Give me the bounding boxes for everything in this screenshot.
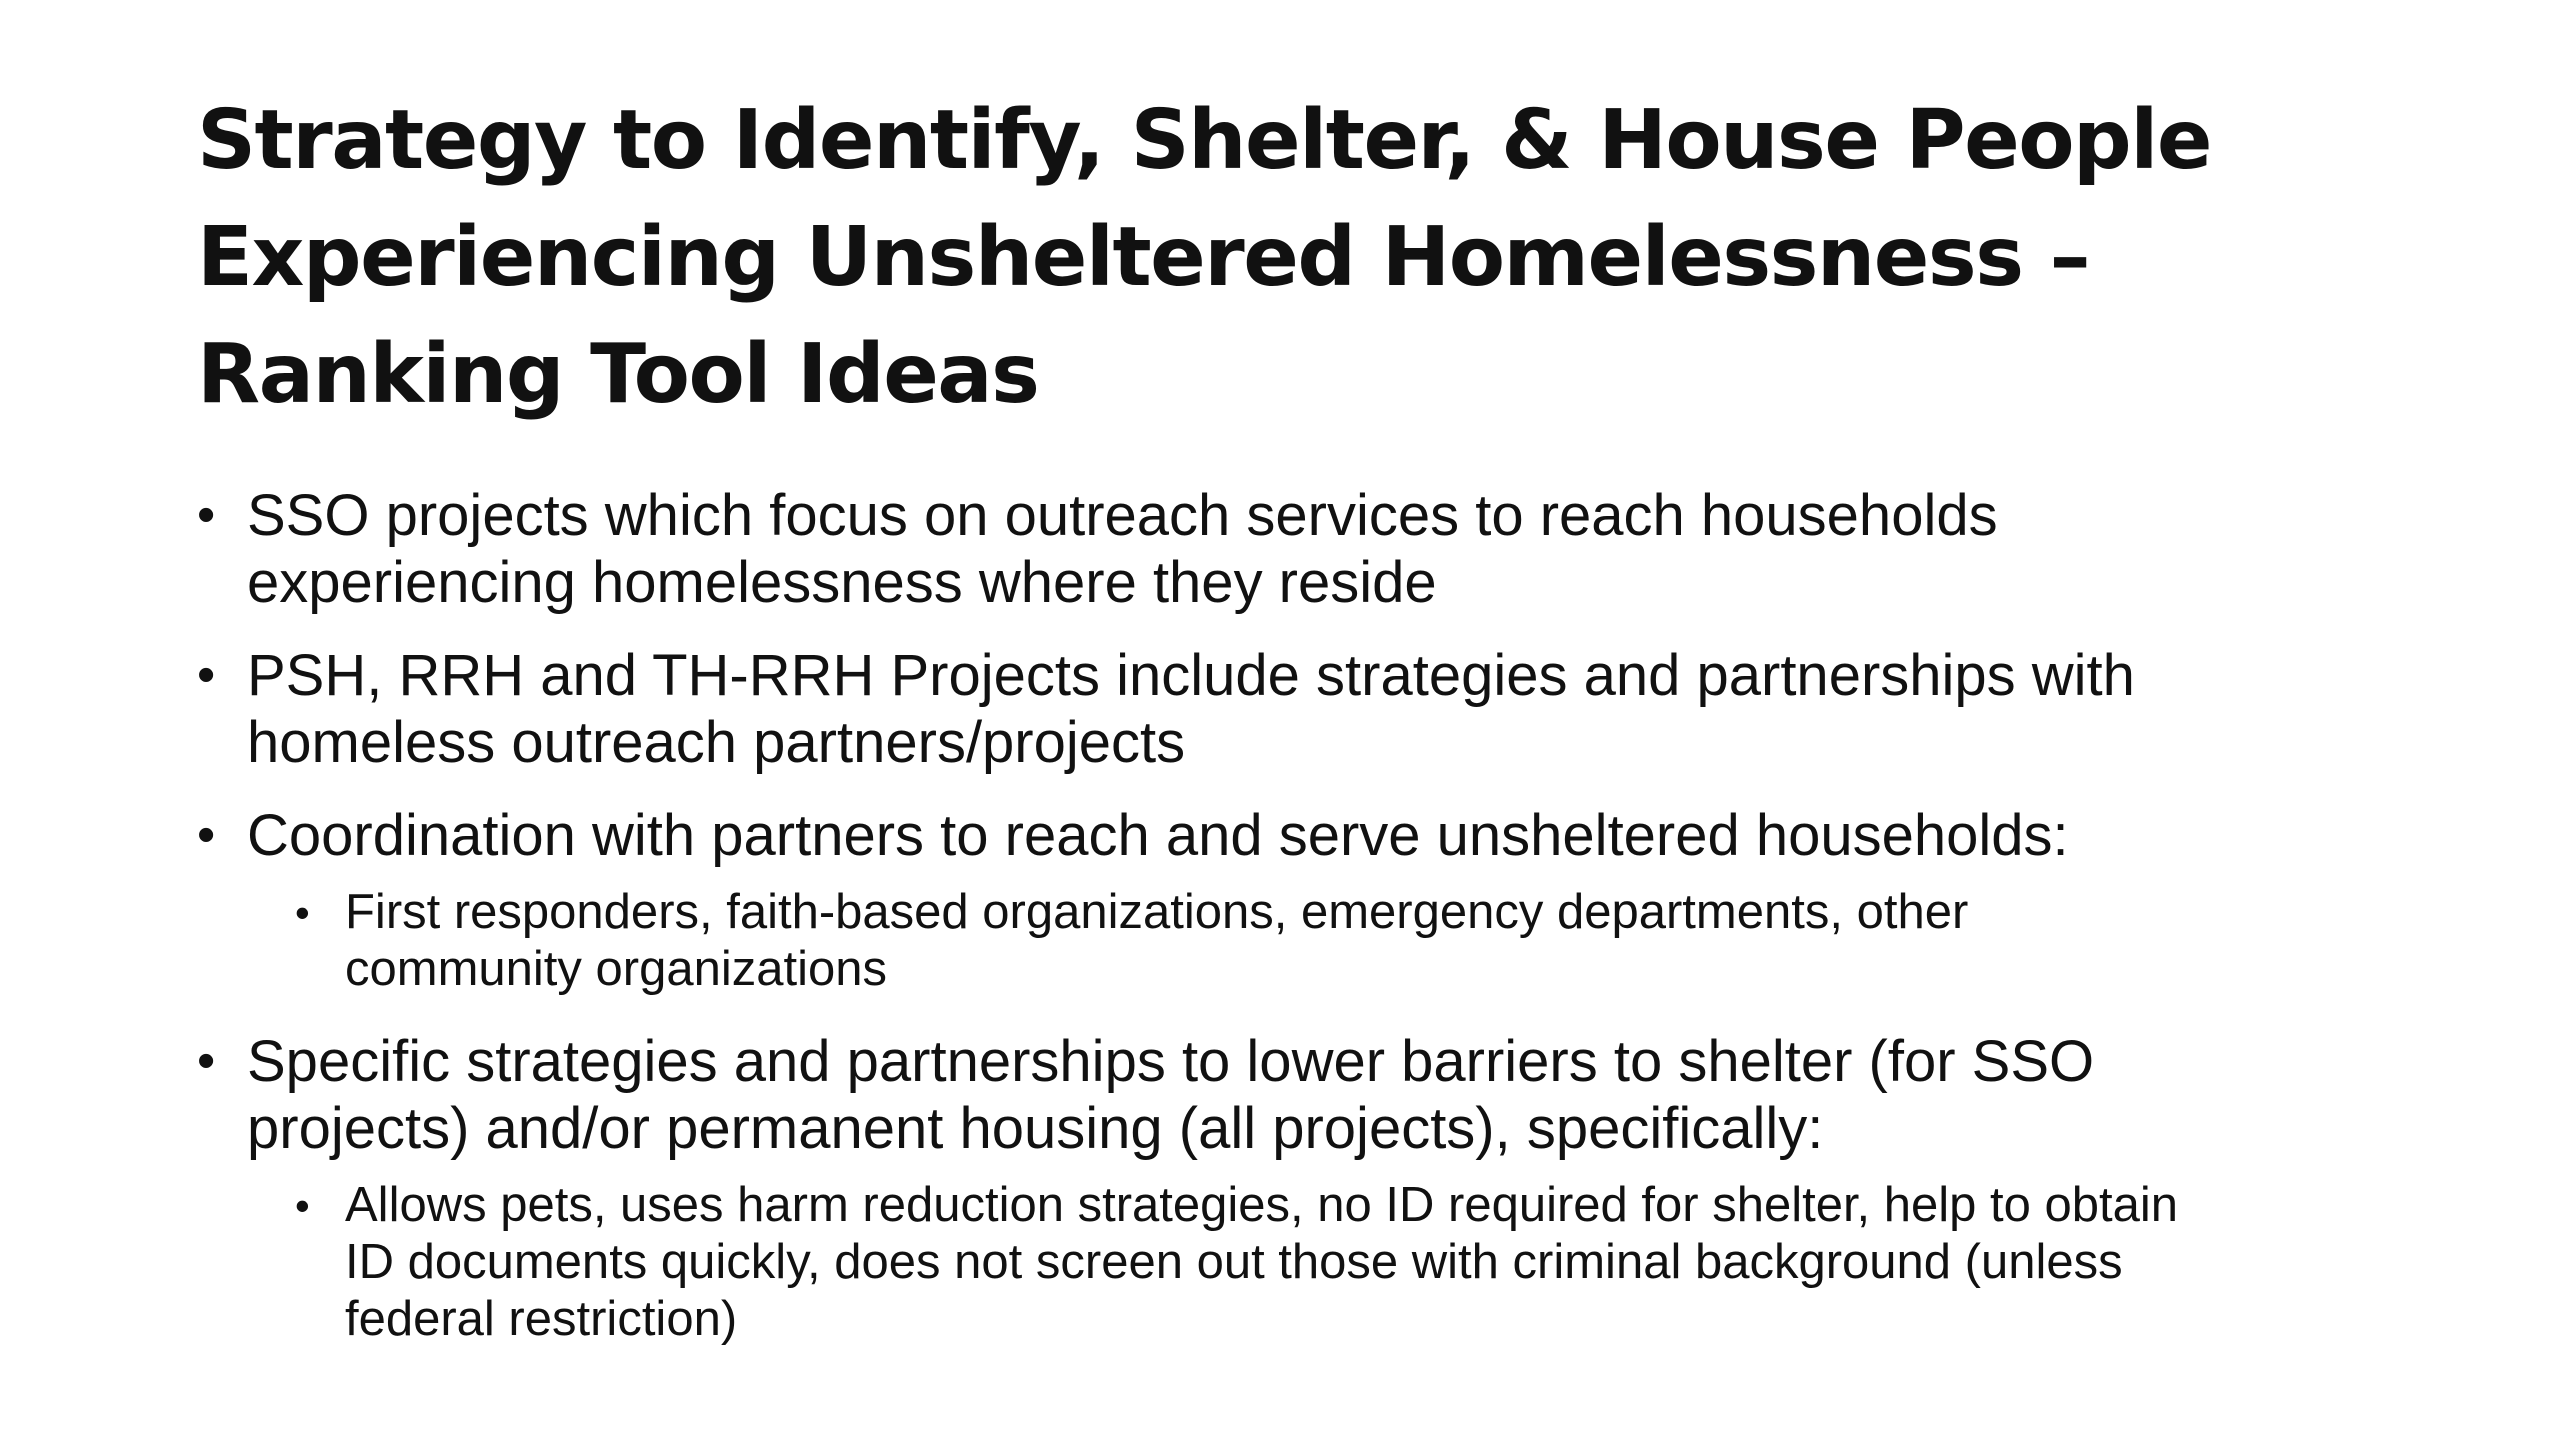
bullet-dot-icon: • [197, 806, 216, 864]
bullet-item-psh-rrh [197, 642, 2427, 776]
sub-bullet-item-first-responders [295, 884, 2427, 998]
bullet-text: Coordination with partners to reach and serve unsheltered households: [247, 803, 2069, 868]
slide-title [197, 82, 2397, 433]
bullet-item-coordination [197, 802, 2427, 869]
bullet-dot-icon: • [197, 646, 216, 704]
bullet-dot-icon: • [295, 1182, 310, 1229]
bullet-item-sso-outreach [197, 482, 2427, 616]
sub-bullet-text: ID documents quickly, does not screen out those with criminal background (unless [345, 1235, 2123, 1289]
sub-bullet-text: First responders, faith-based organizations, emergency departments, other [345, 885, 1969, 939]
bullet-dot-icon: • [295, 889, 310, 936]
bullet-dot-icon: • [197, 486, 216, 544]
bullet-text: PSH, RRH and TH-RRH Projects include strategies and partnerships with [247, 643, 2135, 708]
bullet-text: projects) and/or permanent housing (all projects), specifically: [247, 1096, 1824, 1161]
bullet-text: homeless outreach partners/projects [247, 710, 1186, 775]
title-line: Ranking Tool Ideas [197, 327, 1039, 422]
bullet-text: SSO projects which focus on outreach services to reach households [247, 483, 1998, 548]
sub-bullet-text: federal restriction) [345, 1292, 738, 1346]
bullet-list [197, 482, 2427, 1348]
bullet-item-lower-barriers [197, 1028, 2427, 1162]
title-line: Strategy to Identify, Shelter, & House People [197, 93, 2211, 188]
bullet-text: Specific strategies and partnerships to lower barriers to shelter (for SSO [247, 1029, 2095, 1094]
sub-bullet-text: Allows pets, uses harm reduction strategies, no ID required for shelter, help to obtain [345, 1178, 2179, 1232]
bullet-text: experiencing homelessness where they reside [247, 550, 1437, 615]
title-line: Experiencing Unsheltered Homelessness – [197, 210, 2090, 305]
sub-bullet-text: community organizations [345, 942, 887, 996]
sub-bullet-item-allows-pets [295, 1177, 2427, 1348]
bullet-dot-icon: • [197, 1032, 216, 1090]
